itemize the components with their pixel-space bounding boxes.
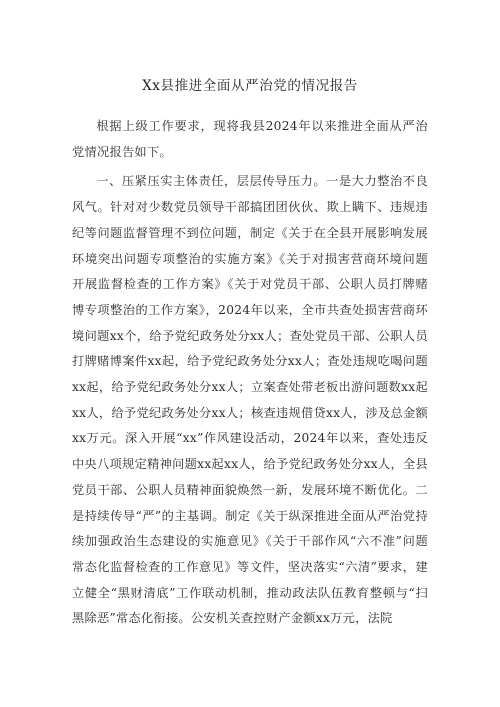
intro-paragraph: 根据上级工作要求，现将我县2024年以来推进全面从严治党情况报告如下。 bbox=[72, 119, 428, 159]
document-body bbox=[72, 114, 428, 636]
section-one-paragraph: 一、压紧压实主体责任，层层传导压力。一是大力整治不良风气。针对对少数党员领导干部搞团团伙伙、欺上瞒下、违规违纪等问题监督管理不到位问题，制定《关于在全县开展影响发展环境突出问题专项整治的实施方案》《关于对损害营商环境问题开展监督检查的工作方案》《关于对党员干部、公职人员打牌赌博专项整治的工作方案》，2024年以来，全市共查处损害营商环境问题xx个，给予党纪政务处分xx人；查处党员干部、公职人员打牌赌博案件xx起，给予党纪政务处分xx人；查处违规吃喝问题xx起，给予党纪政务处分xx人；立案查处带老板出游问题数xx起xx人，给予党纪政务处分xx人；核查违规借贷xx人，涉及总金额xx万元。深入开展“xx”作风建设活动，2024年以来，查处违反中央八项规定精神问题xx起xx人，给予党纪政务处分xx人，全县党员干部、公职人员精神面貌焕然一新，发展环境不断优化。二是持续传导“严”的主基调。制定《关于纵深推进全面从严治党持续加强政治生态建设的实施意见》《关于干部作风“六不准”问题常态化监督检查的工作意见》等文件，坚决落实“六清”要求，建立健全“黑财清底”工作联动机制，推动政法队伍教育整顿与“扫黑除恶”常态化衔接。公安机关查控财产金额xx万元，法院 bbox=[72, 174, 428, 626]
document-title: Xx县推进全面从严治党的情况报告 bbox=[142, 78, 358, 94]
